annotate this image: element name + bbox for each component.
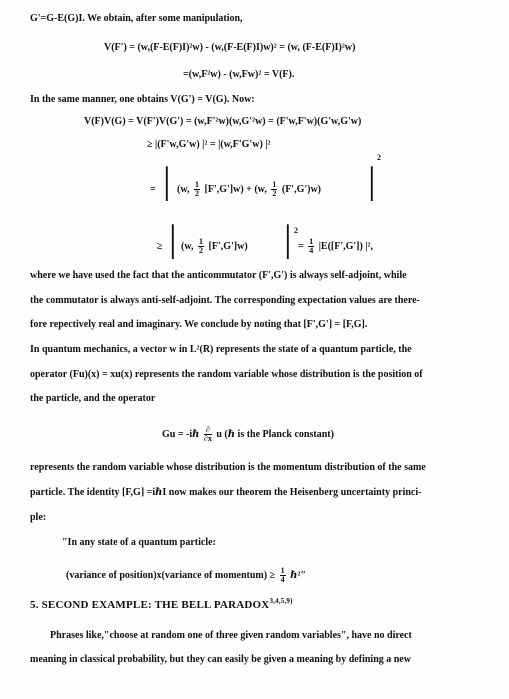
text-line: fore repectively real and imaginary. We conclude by noting that [F',G'] = [F,G]. [30, 319, 368, 330]
abs-bar-left: | [163, 160, 171, 202]
equation-text: [F',G']w) + (w, [202, 183, 270, 195]
equation-text: Gu = -iℏ [162, 428, 202, 440]
text-line: where we have used the fact that the anticommutator (F',G') is always self-adjoint, while [30, 270, 407, 281]
text-line: represents the random variable whose distribution is the momentum distribution of the same [30, 462, 426, 473]
text-line: the commutator is always anti-self-adjoint. The corresponding expectation values are there- [30, 295, 420, 306]
section-heading: 5. SECOND EXAMPLE: THE BELL PARADOX$^{3,4,5,9)}$ [30, 597, 293, 611]
text-line: particle. The identity [F,G] =iℏI now makes our theorem the Heisenberg uncertainty princi- [30, 487, 422, 498]
text-line: "In any state of a quantum particle: [62, 537, 216, 548]
equation-text: ≥ [157, 241, 163, 252]
equation-text: (w, [181, 240, 196, 252]
equation-text: = [150, 184, 156, 195]
equation-line: =(w,F²w) - (w,Fw)² = V(F). [183, 69, 295, 80]
equation-text: (F',G')w) [279, 183, 322, 195]
text-line: ple: [30, 512, 47, 523]
equation-line [150, 183, 156, 196]
fraction-half: $\frac{1}{2}$ [199, 237, 203, 255]
fraction-half: $\frac{1}{2}$ [272, 180, 277, 198]
equation-text: |E([F',G']) |², [316, 240, 374, 252]
equation-line: V(F)V(G) = V(F')V(G') = (w,F'²w)(w,G'²w) = (F'w,F'w)(G'w,G'w) [84, 116, 362, 127]
equation-line [162, 426, 334, 443]
text-line: In quantum mechanics, a vector w in L²(R) represents the state of a quantum particle, the [30, 344, 412, 355]
text-line: operator (Fu)(x) = xu(x) represents the random variable whose distribution is the position of [30, 369, 423, 380]
fraction-quarter: $\frac{1}{4}$ [280, 566, 285, 584]
fraction-half: $\frac{1}{2}$ [195, 180, 199, 198]
equation-text: u (ℏ is the Planck constant) [213, 428, 334, 440]
text-line: Phrases like,"choose at random one of three given random variables", have no direct [50, 630, 412, 641]
equation-text: = [298, 240, 307, 252]
equation-line: ≥ |(F'w,G'w) |² = |(w,F'G'w) |² [147, 139, 271, 150]
text-line: G'=G-E(G)I. We obtain, after some manipulation, [30, 13, 243, 24]
equation-text: (w, [177, 183, 192, 195]
equation-line [298, 238, 373, 255]
citation-superscript: 3,4,5,9) [269, 597, 293, 605]
abs-bar-left: | [169, 218, 177, 260]
equation-text: ℏ²" [287, 569, 306, 581]
fraction-quarter: $\frac{1}{4}$ [309, 237, 314, 255]
equation-line [181, 238, 248, 255]
exponent: 2 [377, 153, 381, 162]
text-line: meaning in classical probability, but they can easily be given a meaning by defining a new [30, 654, 411, 665]
equation-text: [F',G']w) [206, 240, 248, 252]
fraction-partial: $\frac{\partial}{\partial x}$ [203, 425, 212, 443]
text-line: In the same manner, one obtains V(G') = V(G). Now: [30, 94, 255, 105]
equation-line: V(F') = (w,(F-E(F)I)²w) - (w,(F-E(F)I)w)² = (w, (F-E(F)I)²w) [104, 42, 356, 53]
abs-bar-right: | [284, 218, 292, 260]
exponent: 2 [294, 226, 298, 235]
equation-line [177, 181, 321, 198]
equation-text: (variance of position)x(variance of momentum) ≥ [66, 569, 278, 581]
equation-line [66, 567, 306, 584]
abs-bar-right: | [368, 160, 376, 202]
text-line: the particle, and the operator [30, 393, 156, 404]
equation-line [157, 240, 163, 253]
